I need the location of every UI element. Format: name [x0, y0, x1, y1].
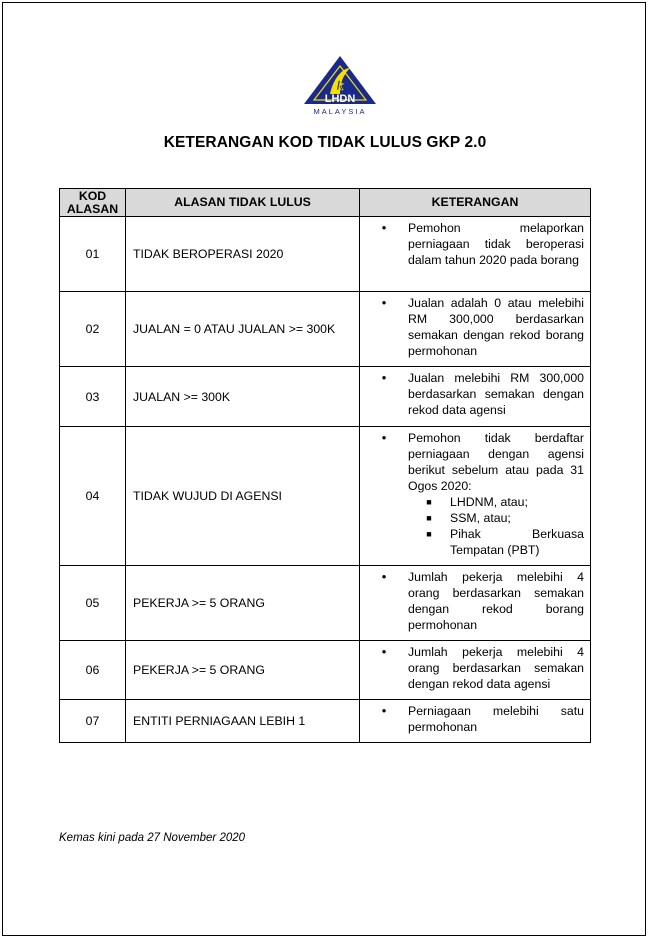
update-footnote: Kemas kini pada 27 November 2020	[59, 832, 246, 844]
row-reason: JUALAN = 0 ATAU JUALAN >= 300K	[126, 292, 360, 367]
table-row	[60, 292, 591, 367]
row-reason: TIDAK WUJUD DI AGENSI	[126, 427, 360, 566]
bullet-icon: •	[381, 295, 387, 310]
row-code: 03	[60, 367, 126, 427]
table-row	[60, 641, 591, 700]
table-row	[60, 367, 591, 427]
row-code: 04	[60, 427, 126, 566]
logo-subtext: MALAYSIA	[313, 107, 367, 116]
header-description: KETERANGAN	[360, 189, 591, 217]
row-code: 06	[60, 641, 126, 700]
document-title: KETERANGAN KOD TIDAK LULUS GKP 2.0	[163, 134, 487, 151]
table-row	[60, 427, 591, 566]
table-row	[60, 566, 591, 641]
header-code: KOD ALASAN	[60, 189, 126, 217]
bullet-icon: •	[381, 430, 387, 445]
bullet-icon: •	[381, 220, 387, 235]
row-reason: PEKERJA >= 5 ORANG	[126, 641, 360, 700]
row-description: • Pemohon melaporkan perniagaan tidak beroperasi dalam tahun 2020 pada borang	[360, 217, 591, 292]
table-row	[60, 217, 591, 292]
logo-acronym: LHDN	[324, 93, 356, 105]
table-header-row	[60, 189, 591, 217]
row-description: • Jualan adalah 0 atau melebihi RM 300,000 berdasarkan semakan dengan rekod borang permohonan	[360, 292, 591, 367]
table-row	[60, 700, 591, 743]
bullet-icon: •	[381, 370, 387, 385]
row-description: • Pemohon tidak berdaftar perniagaan dengan agensi berikut sebelum atau pada 31 Ogos 2020: ■ LHDNM, atau; ■ SSM, atau; ■ Pihak Berkuasa Tempatan (PBT)	[360, 427, 591, 566]
header-reason: ALASAN TIDAK LULUS	[126, 189, 360, 217]
bullet-icon: •	[381, 644, 387, 659]
row-description: • Jumlah pekerja melebihi 4 orang berdasarkan semakan dengan rekod data agensi	[360, 641, 591, 700]
row-reason: TIDAK BEROPERASI 2020	[126, 217, 360, 292]
row-description: • Perniagaan melebihi satu permohonan	[360, 700, 591, 743]
svg-text:k: k	[336, 79, 344, 94]
bullet-icon: •	[381, 703, 387, 718]
reason-code-table	[59, 188, 591, 743]
row-description: • Jumlah pekerja melebihi 4 orang berdasarkan semakan dengan rekod borang permohonan	[360, 566, 591, 641]
row-code: 05	[60, 566, 126, 641]
row-code: 07	[60, 700, 126, 743]
bullet-icon: •	[381, 569, 387, 584]
sub-list: ■ LHDNM, atau; ■ SSM, atau; ■ Pihak Berkuasa Tempatan (PBT)	[408, 494, 584, 558]
lhdn-logo	[300, 54, 380, 118]
row-description: • Jualan melebihi RM 300,000 berdasarkan semakan dengan rekod data agensi	[360, 367, 591, 427]
row-code: 02	[60, 292, 126, 367]
row-reason: PEKERJA >= 5 ORANG	[126, 566, 360, 641]
row-code: 01	[60, 217, 126, 292]
square-bullet-icon: ■	[426, 529, 432, 539]
square-bullet-icon: ■	[426, 513, 432, 523]
square-bullet-icon: ■	[426, 497, 432, 507]
row-reason: ENTITI PERNIAGAAN LEBIH 1	[126, 700, 360, 743]
row-reason: JUALAN >= 300K	[126, 367, 360, 427]
